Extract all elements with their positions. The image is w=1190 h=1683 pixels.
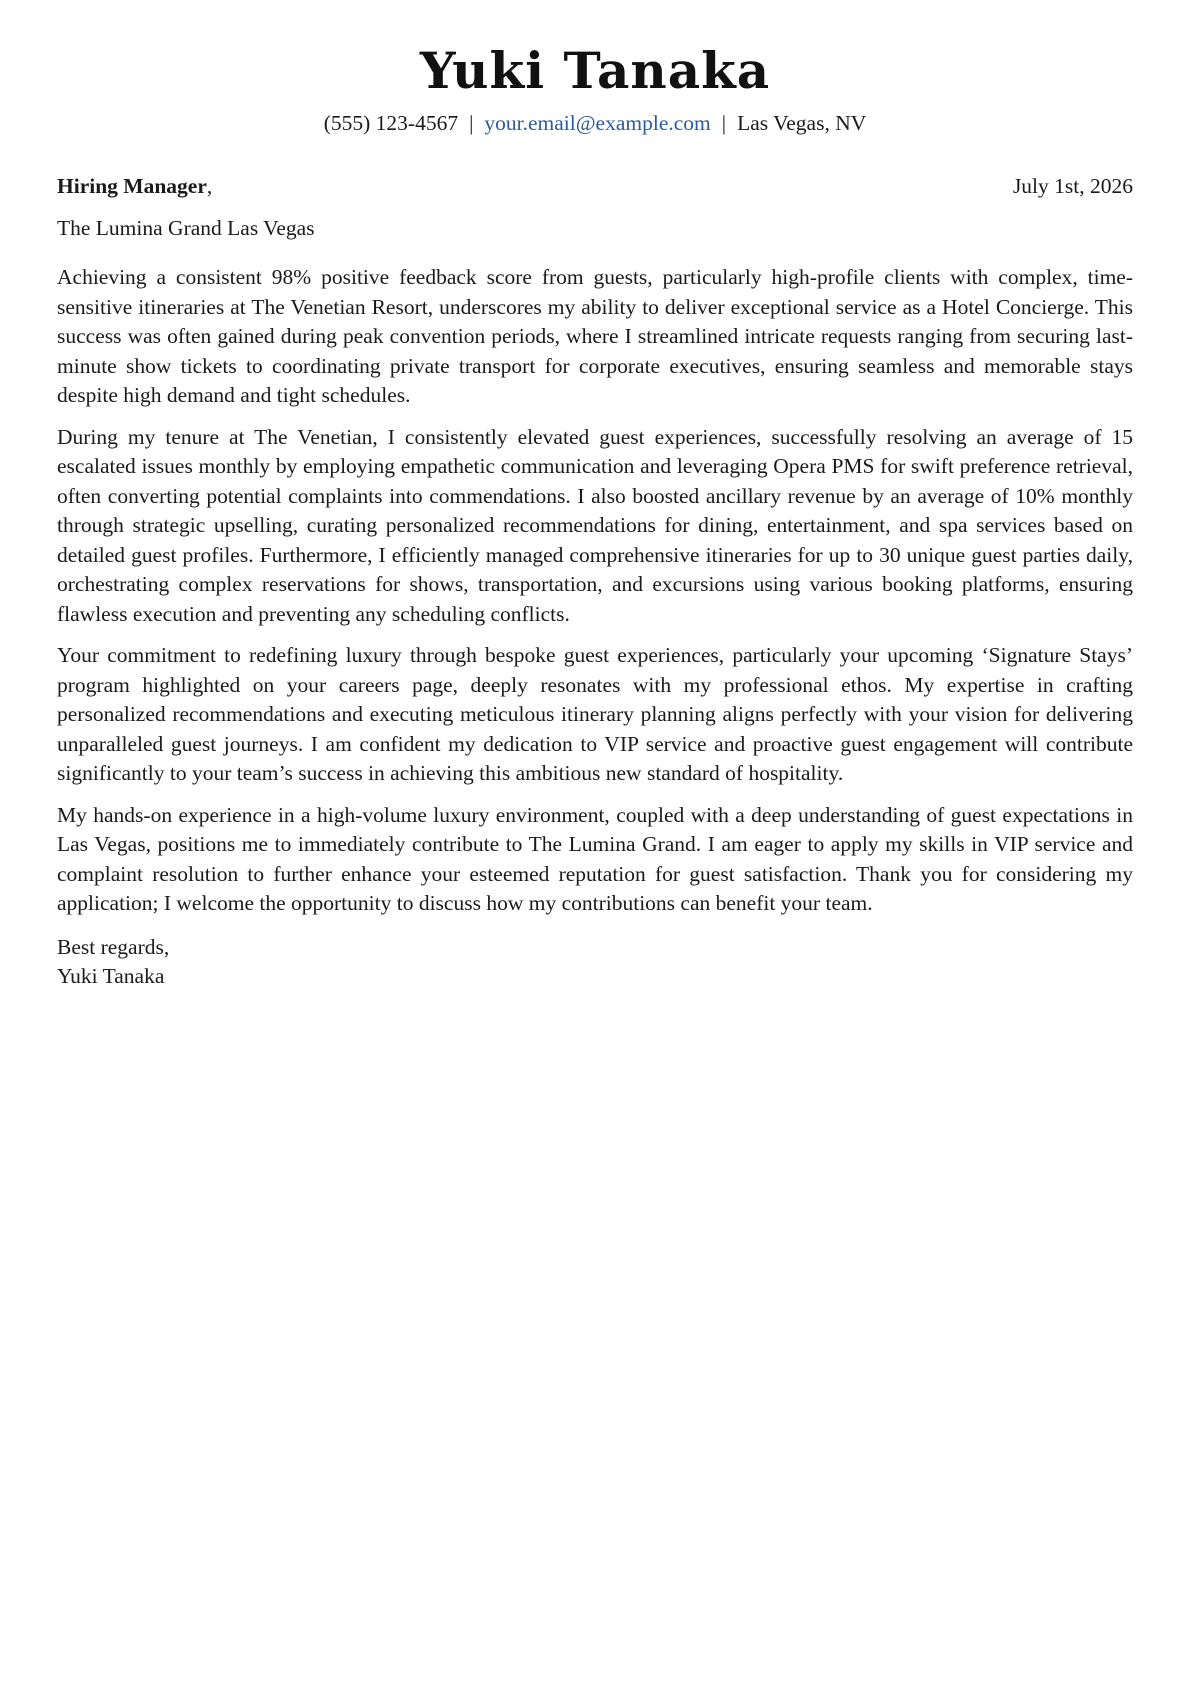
email-link[interactable]: your.email@example.com [484, 111, 711, 135]
closing-salutation: Best regards, [57, 934, 170, 959]
contact-line [57, 108, 1133, 138]
letter-body [57, 263, 1133, 919]
body-paragraph: During my tenure at The Venetian, I consistently elevated guest experiences, successfully resolving an average of 15 escalated issues monthly by employing empathetic communication and leveraging Opera PMS for swift preference retrieval, often converting potential complaints into commendations. I also boosted ancillary revenue by an average of 10% monthly through strategic upselling, curating personalized recommendations for dining, entertainment, and spa services based on detailed guest profiles. Furthermore, I efficiently managed comprehensive itineraries for up to 30 unique guest parties daily, orchestrating complex reservations for shows, transportation, and excursions using various booking platforms, ensuring flawless execution and preventing any scheduling conflicts. [57, 424, 1133, 626]
letter-closing [57, 933, 1133, 991]
letter-date: July 1st, 2026 [1012, 174, 1133, 198]
recipient-company: The Lumina Grand Las Vegas [57, 216, 315, 240]
location: Las Vegas, NV [737, 111, 867, 135]
contact-separator: | [721, 111, 727, 135]
body-paragraph: Your commitment to redefining luxury through bespoke guest experiences, particularly your upcoming ‘Signature Stays’ program highlighted on your careers page, deeply resonates with my professional ethos. My expertise in crafting personalized recommendations and executing meticulous itinerary planning aligns perfectly with your vision for delivering unparalleled guest journeys. I am confident my dedication to VIP service and proactive guest engagement will contribute significantly to your team’s success in achieving this ambitious new standard of hospitality. [57, 643, 1133, 785]
contact-separator: | [469, 111, 474, 135]
recipient-name: Hiring Manager [57, 174, 207, 198]
recipient-date-row [57, 171, 1133, 201]
phone-number: (555) 123-4567 [323, 111, 459, 135]
applicant-name: Yuki Tanaka [419, 41, 771, 100]
closing-signature: Yuki Tanaka [57, 963, 165, 988]
recipient-suffix: , [206, 174, 213, 198]
body-paragraph: Achieving a consistent 98% positive feedback score from guests, particularly high-profile clients with complex, time-sensitive itineraries at The Venetian Resort, underscores my ability to deliver exceptional service as a Hotel Concierge. This success was often gained during peak convention periods, where I streamlined intricate requests ranging from securing last-minute show tickets to coordinating private transport for corporate executives, ensuring seamless and memorable stays despite high demand and tight schedules. [57, 265, 1133, 407]
body-paragraph: My hands-on experience in a high-volume luxury environment, coupled with a deep understanding of guest expectations in Las Vegas, positions me to immediately contribute to The Lumina Grand. I am eager to apply my skills in VIP service and complaint resolution to further enhance your esteemed reputation for guest satisfaction. Thank you for considering my application; I welcome the opportunity to discuss how my contributions can benefit your team. [57, 802, 1133, 915]
cover-letter-page [57, 40, 1133, 991]
recipient-line [57, 171, 212, 201]
